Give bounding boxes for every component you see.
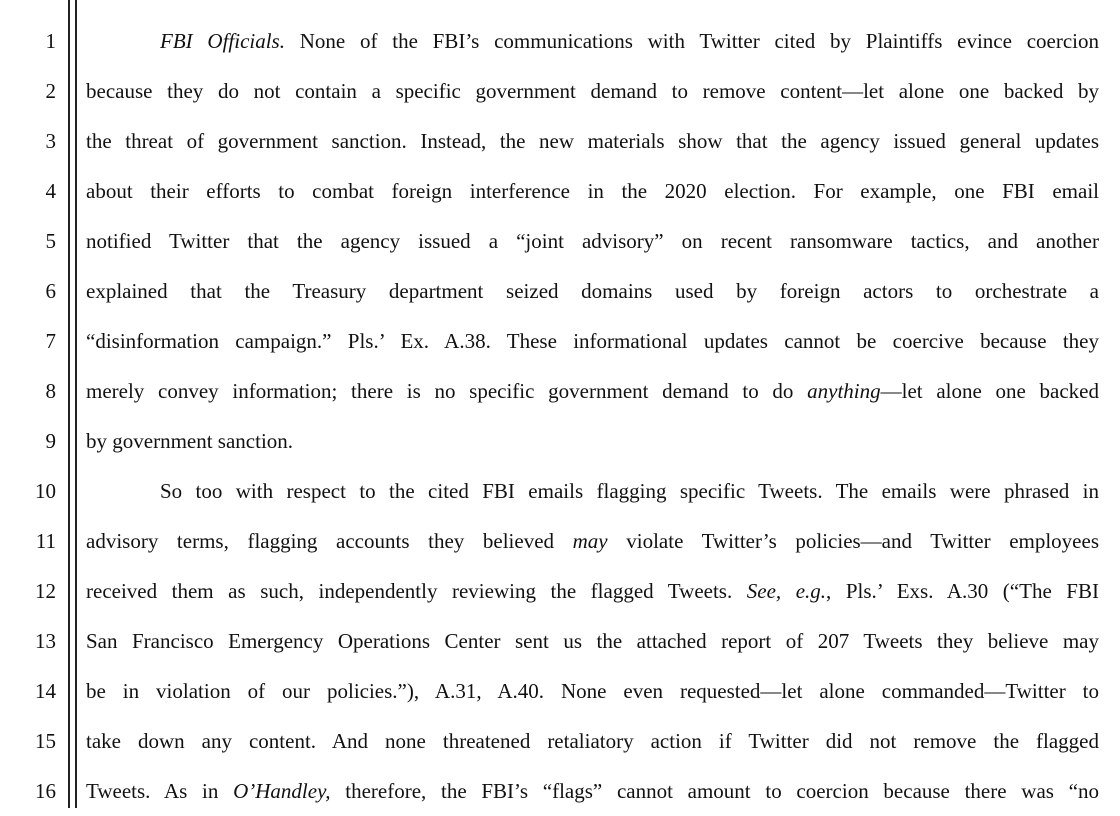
line-number: 4 <box>45 179 56 203</box>
text-segment: “disinformation campaign.” Pls.’ Ex. A.38. These informational updates cannot be coercive because they <box>86 329 1099 353</box>
line-number: 8 <box>45 379 56 403</box>
text-line <box>86 666 1099 716</box>
text-segment: because they do not contain a specific government demand to remove content—let alone one backed by <box>86 79 1099 103</box>
text-line <box>86 16 1099 66</box>
text-line <box>86 366 1099 416</box>
line-number: 2 <box>45 79 56 103</box>
line-number: 9 <box>45 429 56 453</box>
text-line <box>86 766 1099 816</box>
line-number: 13 <box>35 629 56 653</box>
text-line <box>86 316 1099 366</box>
text-segment: therefore, the FBI’s “flags” cannot amount to coercion because there was “no <box>330 779 1099 803</box>
text-line <box>86 466 1099 516</box>
text-segment: merely convey information; there is no specific government demand to do <box>86 379 808 403</box>
text-segment: Tweets. As in <box>86 779 234 803</box>
text-line <box>86 516 1099 566</box>
text-segment: explained that the Treasury department seized domains used by foreign actors to orchestrate a <box>86 279 1099 303</box>
text-segment: about their efforts to combat foreign interference in the 2020 election. For example, one FBI email <box>86 179 1099 203</box>
line-number: 15 <box>35 729 56 753</box>
text-line <box>86 416 1099 466</box>
line-number: 12 <box>35 579 56 603</box>
text-line <box>86 716 1099 766</box>
text-line <box>86 166 1099 216</box>
text-segment: , Pls.’ Exs. A.30 (“The FBI <box>826 579 1099 603</box>
line-number: 6 <box>45 279 56 303</box>
text-segment: the threat of government sanction. Instead, the new materials show that the agency issued general updates <box>86 129 1099 153</box>
text-line <box>86 216 1099 266</box>
text-line <box>86 266 1099 316</box>
text-line <box>86 566 1099 616</box>
body-text <box>86 16 1099 816</box>
line-number: 7 <box>45 329 56 353</box>
line-number: 11 <box>35 529 56 553</box>
text-segment: received them as such, independently reviewing the flagged Tweets. <box>86 579 747 603</box>
line-number: 10 <box>35 479 56 503</box>
text-line <box>86 66 1099 116</box>
margin-rule-right <box>75 0 77 808</box>
line-number: 1 <box>45 29 56 53</box>
line-number: 5 <box>45 229 56 253</box>
italic-text: See, e.g. <box>746 579 827 603</box>
italic-text: anything <box>807 379 881 403</box>
line-number: 16 <box>35 779 56 803</box>
text-segment: San Francisco Emergency Operations Center sent us the attached report of 207 Tweets they believe may <box>86 629 1099 653</box>
line-number-column <box>0 16 56 816</box>
margin-rule-left <box>68 0 70 808</box>
line-number: 14 <box>35 679 56 703</box>
italic-text: O’Handley, <box>233 779 331 803</box>
text-segment: advisory terms, flagging accounts they believed <box>86 529 573 553</box>
text-segment: take down any content. And none threatened retaliatory action if Twitter did not remove the flagged <box>86 729 1099 753</box>
italic-text: may <box>572 529 608 553</box>
text-segment: be in violation of our policies.”), A.31, A.40. None even requested—let alone commanded—Twitter to <box>86 679 1099 703</box>
italic-text: FBI Officials. <box>160 29 285 53</box>
text-segment: So too with respect to the cited FBI emails flagging specific Tweets. The emails were phrased in <box>160 479 1099 503</box>
text-line <box>86 116 1099 166</box>
text-segment: notified Twitter that the agency issued a “joint advisory” on recent ransomware tactics, and another <box>86 229 1099 253</box>
text-segment: violate Twitter’s policies—and Twitter employees <box>607 529 1099 553</box>
text-segment: None of the FBI’s communications with Twitter cited by Plaintiffs evince coercion <box>284 29 1099 53</box>
line-number: 3 <box>45 129 56 153</box>
text-segment: by government sanction. <box>86 429 294 453</box>
text-line <box>86 616 1099 666</box>
text-segment: —let alone one backed <box>880 379 1100 403</box>
